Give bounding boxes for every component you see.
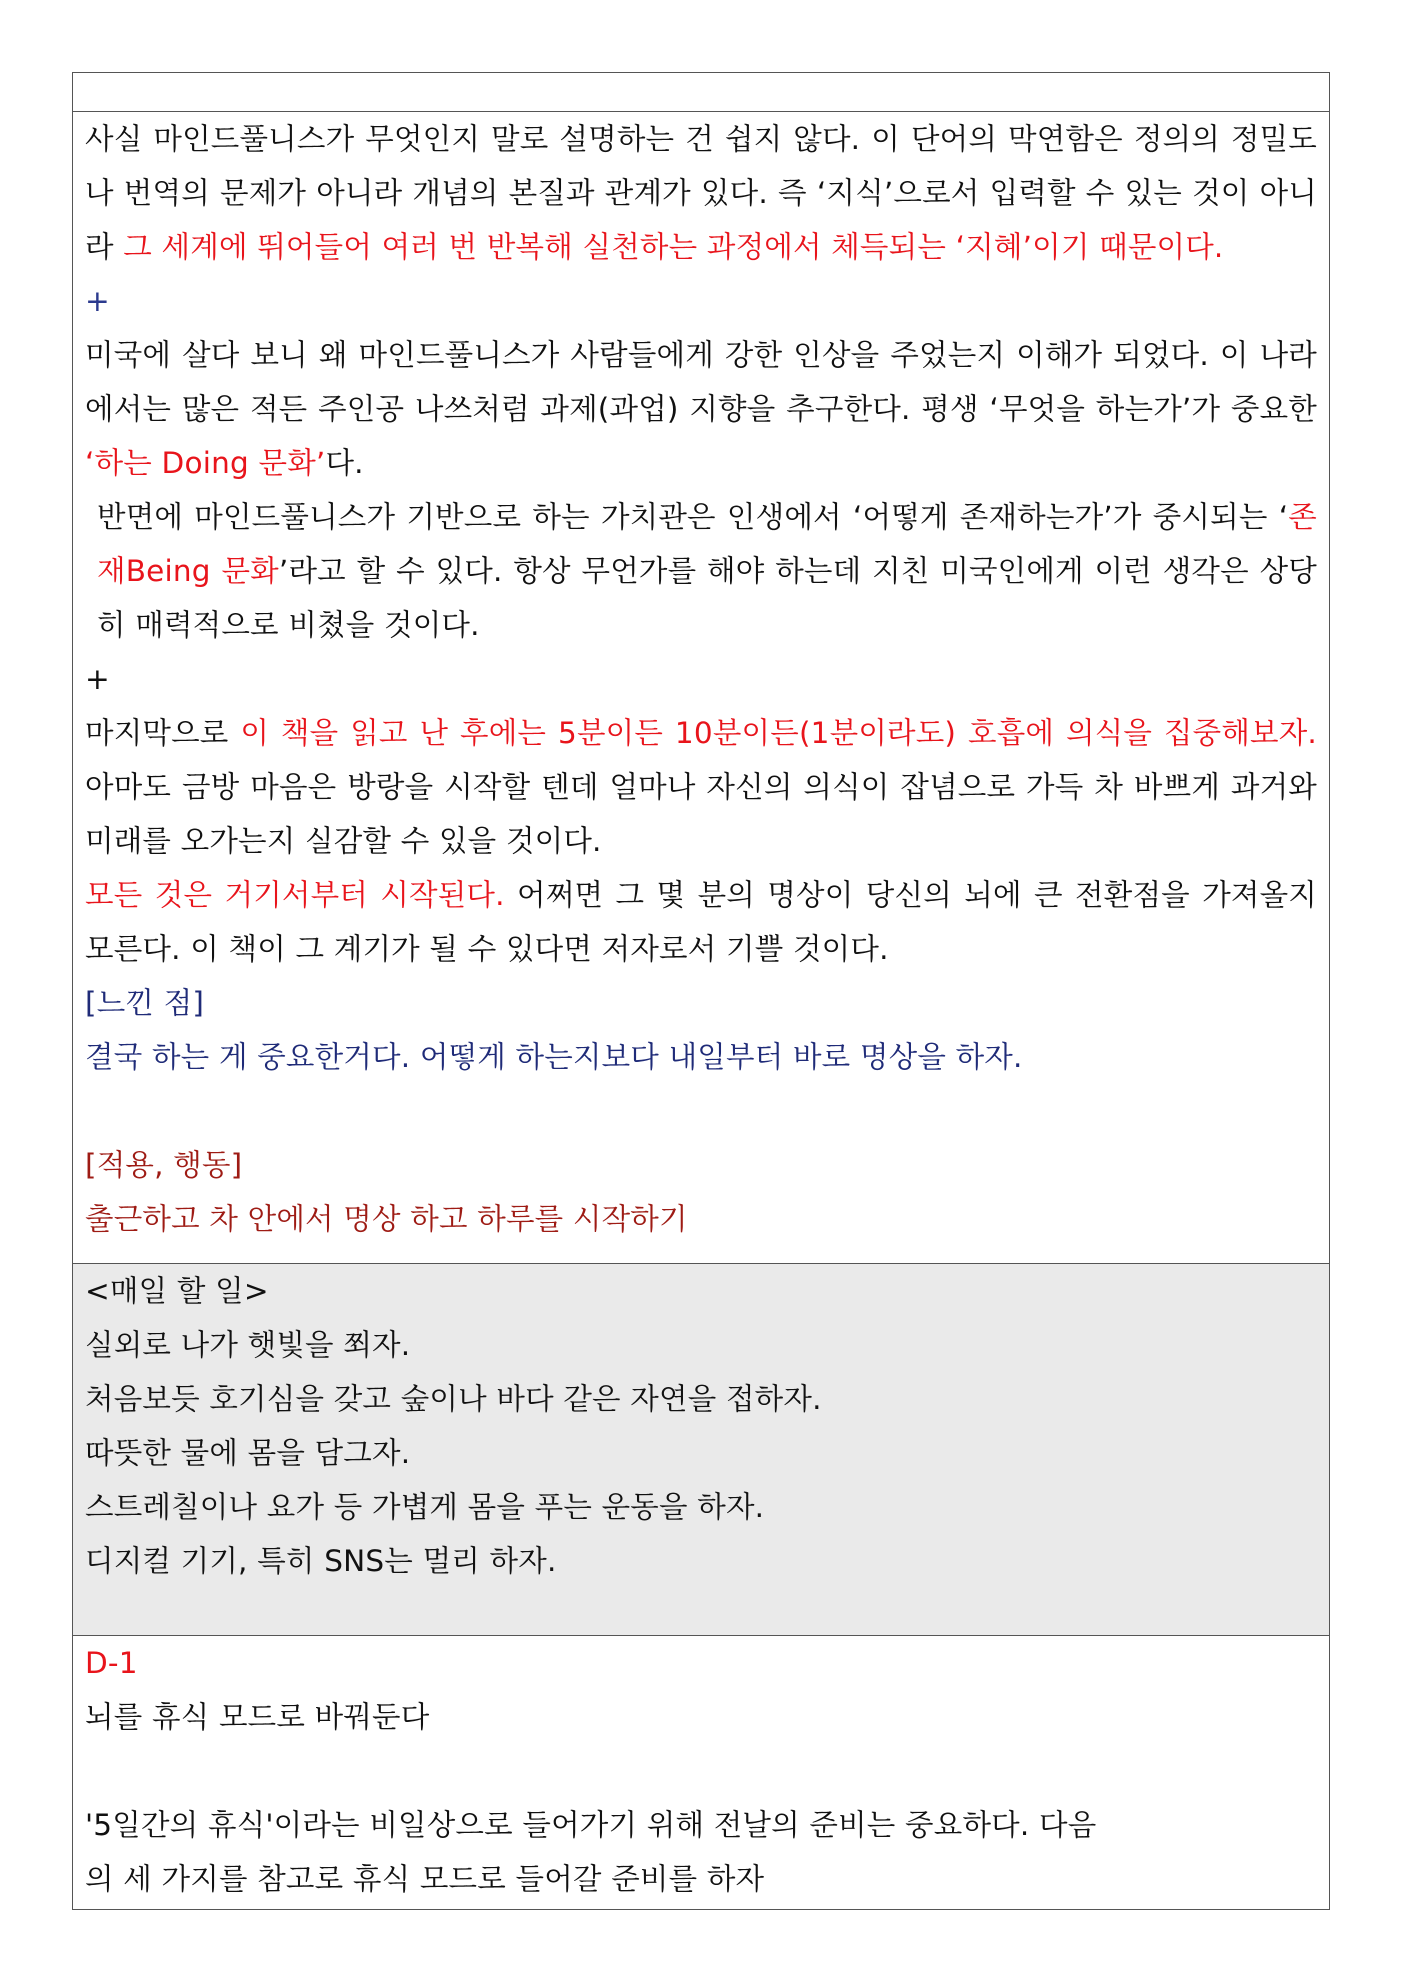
blank-line (85, 1744, 1317, 1798)
daily-item: 처음보듯 호기심을 갖고 숲이나 바다 같은 자연을 접하자. (85, 1382, 822, 1416)
d1-title: 뇌를 휴식 모드로 바꿔둔다 (85, 1700, 430, 1734)
highlight-doing-culture: ‘하는 Doing 문화’ (85, 446, 326, 480)
plus-separator: + (85, 662, 110, 696)
daily-item: 따뜻한 물에 몸을 담그자. (85, 1436, 411, 1470)
main-notes-cell (73, 111, 1329, 1263)
apply-text: 출근하고 차 안에서 명상 하고 하루를 시작하기 (85, 1202, 688, 1236)
highlight-being-culture: 존재Being 문화 (97, 500, 1317, 588)
daily-heading: <매일 할 일> (85, 1274, 269, 1308)
document-table (72, 72, 1330, 1910)
daily-item: 스트레칠이나 요가 등 가볍게 몸을 푸는 운동을 하자. (85, 1490, 765, 1524)
daily-item: 디지컬 기기, 특히 SNS는 멀리 하자. (85, 1544, 557, 1578)
plus-separator: + (85, 284, 110, 318)
daily-todo-cell (73, 1263, 1329, 1635)
d1-body-line: '5일간의 휴식'이라는 비일상으로 들어가기 위해 전날의 준비는 중요하다. 다음 (85, 1808, 1097, 1842)
top-empty-cell (73, 73, 1329, 111)
paragraph-breathing: 마지막으로 이 책을 읽고 난 후에는 5분이든 10분이든(1분이라도) 호흡에 의식을 집중해보자. 아마도 금방 마음은 방랑을 시작할 텐데 얼마나 자신의 의식이 잡념으로 가득 차 바쁘게 과거와 미래를 오가는지 실감할 수 있을 것이다. (85, 716, 1317, 858)
highlight-wisdom: 그 세계에 뛰어들어 여러 번 반복해 실천하는 과정에서 체득되는 ‘지혜’이기 때문이다. (123, 230, 1224, 264)
blank-line (85, 1084, 1317, 1138)
highlight-starting-point: 모든 것은 거기서부터 시작된다. (85, 878, 505, 912)
d1-label: D-1 (85, 1646, 138, 1680)
feel-text: 결국 하는 게 중요한거다. 어떻게 하는지보다 내일부터 바로 명상을 하자. (85, 1040, 1023, 1074)
daily-item: 실외로 나가 햇빛을 쬐자. (85, 1328, 411, 1362)
highlight-breathing: 이 책을 읽고 난 후에는 5분이든 10분이든(1분이라도) 호흡에 의식을 집중해보자. (240, 716, 1317, 750)
paragraph-starting-point: 모든 것은 거기서부터 시작된다. 어쩌면 그 몇 분의 명상이 당신의 뇌에 큰 전환점을 가져올지 모른다. 이 책이 그 계기가 될 수 있다면 저자로서 기쁠 것이다. (85, 878, 1317, 966)
paragraph-mindfulness-definition: 사실 마인드풀니스가 무엇인지 말로 설명하는 건 쉽지 않다. 이 단어의 막연함은 정의의 정밀도나 번역의 문제가 아니라 개념의 본질과 관계가 있다. 즉 ‘지식’으로서 입력할 수 있는 것이 아니라 그 세계에 뛰어들어 여러 번 반복해 실천하는 과정에서 체득되는 ‘지혜’이기 때문이다. (85, 122, 1317, 264)
paragraph-doing-culture: 미국에 살다 보니 왜 마인드풀니스가 사람들에게 강한 인상을 주었는지 이해가 되었다. 이 나라에서는 많은 적든 주인공 나쓰처럼 과제(과업) 지향을 추구한다. 평생 ‘무엇을 하는가’가 중요한 ‘하는 Doing 문화’다. (85, 338, 1317, 480)
paragraph-being-culture: 반면에 마인드풀니스가 기반으로 하는 가치관은 인생에서 ‘어떻게 존재하는가’가 중시되는 ‘존재Being 문화’라고 할 수 있다. 항상 무언가를 해야 하는데 지친 미국인에게 이런 생각은 상당히 매력적으로 비쳤을 것이다. (97, 500, 1317, 642)
feel-heading: [느낀 점] (85, 986, 205, 1020)
apply-heading: [적용, 행동] (85, 1148, 243, 1182)
d1-cell (73, 1635, 1329, 1911)
d1-body-line: 의 세 가지를 참고로 휴식 모드로 들어갈 준비를 하자 (85, 1862, 765, 1896)
